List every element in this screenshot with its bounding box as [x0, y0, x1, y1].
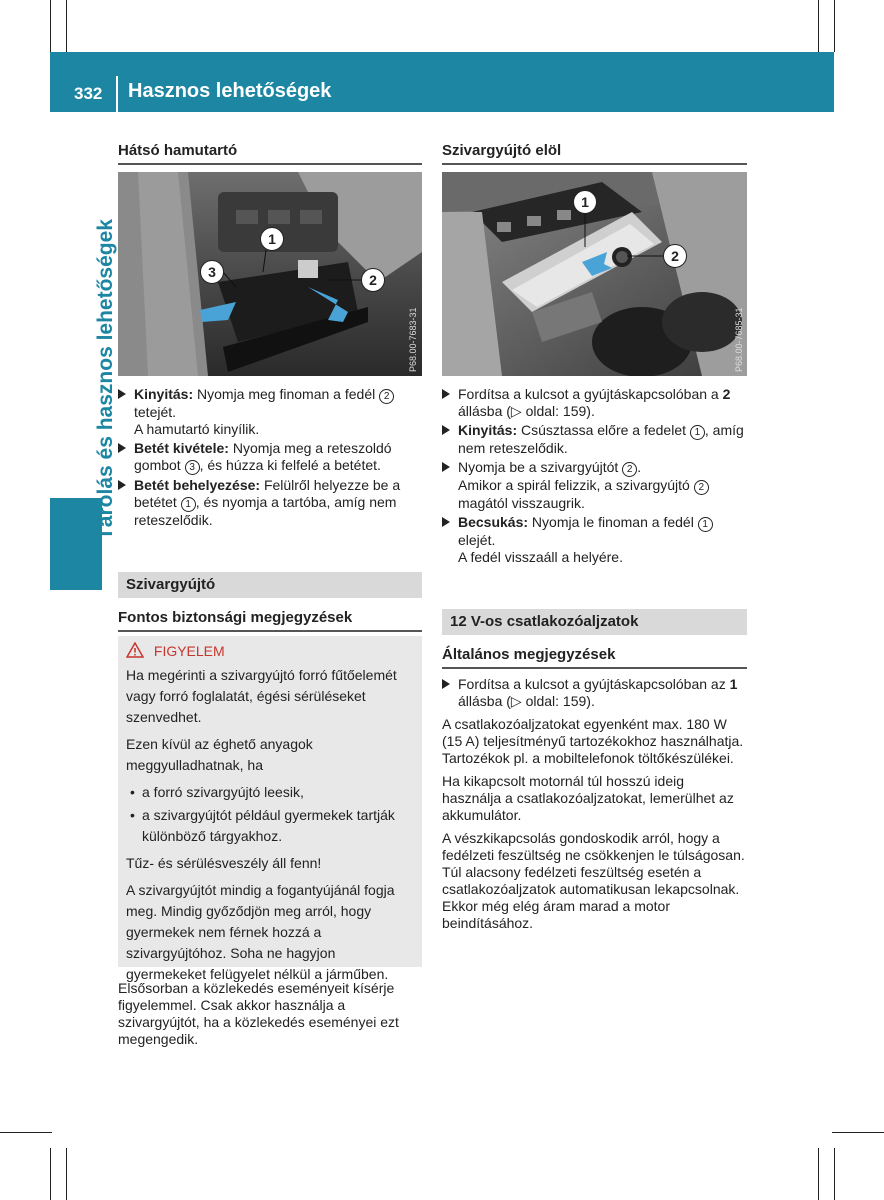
step-text: Csúsztassa előre a fedelet: [517, 422, 690, 438]
arrow-bullet-icon: [118, 480, 126, 490]
crop-mark: [66, 1148, 67, 1200]
step-text: elejét.: [458, 532, 496, 548]
warning-header: [126, 642, 225, 659]
step-text: , és húzza ki felfelé a betétet.: [199, 457, 381, 473]
warning-text: A szivargyújtót mindig a fogantyújánál fogja meg. Mindig győződjön meg arról, hogy gyermekek nem férnek hozzá a szivargyújtóhoz. Soha ne hagyjon gyermekeket felügyelet nélkül a járműben.: [126, 882, 395, 982]
header-divider: [116, 76, 118, 112]
warning-label: FIGYELEM: [153, 643, 225, 659]
crop-mark: [818, 1148, 819, 1200]
paragraph: A csatlakozóaljzatokat egyenként max. 180 W (15 A) teljesítményű tartozékokhoz használhatja. Tartozékok pl. a mobiltelefonok töltőkészülékei.: [442, 716, 744, 766]
step-bold: 1: [729, 676, 738, 692]
ref-number: 1: [698, 517, 713, 532]
ref-number: 2: [622, 462, 637, 477]
warning-text: Ha megérinti a szivargyújtó forró fűtőelemét vagy forró foglalatát, égési sérüléseket szenvedhet.: [126, 667, 397, 725]
step-insert: [118, 477, 422, 529]
crop-mark: [834, 0, 835, 52]
step-text: , és nyomja a tartóba, amíg nem reteszelődik.: [134, 494, 397, 528]
callout-2: 2: [663, 244, 687, 268]
section-rule: [442, 163, 747, 165]
section-rule: [118, 630, 422, 632]
warning-text: Ezen kívül az éghető anyagok meggyulladhatnak, ha: [126, 736, 313, 773]
callout-2: 2: [361, 268, 385, 292]
page-title: Hasznos lehetőségek: [128, 80, 332, 102]
step-result: A hamutartó kinyílik.: [134, 421, 260, 437]
warning-bullet: • a szivargyújtót például gyermekek tartják különböző tárgyakhoz.: [126, 805, 416, 847]
page-number: 332: [74, 84, 103, 103]
section-rule: [442, 667, 747, 669]
callout-3: 3: [200, 260, 224, 284]
sockets-body: [442, 676, 747, 938]
step-ignition: [442, 676, 747, 710]
step-text: Nyomja be a szivargyújtót: [458, 459, 623, 475]
section-title-front-lighter: Szivargyújtó elöl: [442, 142, 562, 159]
arrow-bullet-icon: [118, 443, 126, 453]
rear-ashtray-photo: [118, 172, 422, 376]
arrow-bullet-icon: [442, 462, 450, 472]
photo-code: P68.00-7685-31: [734, 307, 744, 372]
front-lighter-photo: [442, 172, 747, 376]
step-open: [118, 386, 422, 438]
section-title-12v-sockets: 12 V-os csatlakozóaljzatok: [442, 609, 747, 635]
step-result: Amikor a spirál felizzik, a szivargyújtó: [458, 477, 694, 493]
step-ignition: [442, 386, 747, 420]
step-text: Nyomja le finoman a fedél: [528, 514, 698, 530]
photo-code: P68.00-7683-31: [408, 307, 418, 372]
ref-number: 1: [690, 425, 705, 440]
step-text: Nyomja meg a reteszoldó gombot: [134, 440, 392, 473]
step-open: [442, 422, 747, 457]
step-bold: 2: [722, 386, 731, 402]
arrow-bullet-icon: [442, 679, 450, 689]
ref-number: 3: [185, 460, 200, 475]
crop-mark: [834, 1148, 835, 1200]
warning-bullet: • a forró szivargyújtó leesik,: [126, 782, 416, 803]
warning-triangle-icon: [126, 642, 144, 658]
warning-box: [118, 636, 422, 982]
step-text: Felülről helyezze be a betétet: [134, 477, 401, 510]
step-text: állásba (▷ oldal: 159).: [458, 693, 595, 709]
step-result: magától visszaugrik.: [458, 495, 585, 511]
arrow-bullet-icon: [442, 517, 450, 527]
step-label: Kinyitás:: [134, 386, 194, 402]
arrow-bullet-icon: [118, 389, 126, 399]
step-label: Betét kivétele:: [134, 440, 229, 456]
crop-mark: [0, 1132, 52, 1133]
ashtray-steps: [118, 386, 422, 529]
warning-text: Tűz- és sérülésveszély áll fenn!: [126, 855, 322, 871]
subsection-title-safety: Fontos biztonsági megjegyzések: [118, 609, 353, 626]
front-lighter-steps: [442, 386, 747, 566]
step-text: Nyomja meg finoman a fedél: [193, 386, 380, 402]
step-text: Fordítsa a kulcsot a gyújtáskapcsolóban a: [458, 386, 723, 402]
crop-mark: [818, 0, 819, 52]
step-text: , amíg nem reteszelődik.: [458, 422, 744, 456]
ref-number: 2: [694, 480, 709, 495]
step-text: tetejét.: [134, 404, 177, 420]
step-label: Becsukás:: [458, 514, 529, 530]
section-rule: [118, 163, 422, 165]
crop-mark: [50, 0, 51, 52]
step-result: A fedél visszaáll a helyére.: [458, 549, 623, 565]
section-title-rear-ashtray: Hátsó hamutartó: [118, 142, 238, 159]
step-remove-insert: [118, 440, 422, 475]
step-close: [442, 514, 747, 566]
side-tab-label: Tárolás és hasznos lehetőségek: [94, 219, 117, 540]
ref-number: 1: [181, 497, 196, 512]
ref-number: 2: [379, 389, 394, 404]
crop-mark: [832, 1132, 884, 1133]
callout-1: 1: [573, 190, 597, 214]
step-text: Fordítsa a kulcsot a gyújtáskapcsolóban az: [458, 676, 730, 692]
callout-1: 1: [260, 227, 284, 251]
step-label: Betét behelyezése:: [134, 477, 261, 493]
warning-body: [126, 665, 416, 991]
step-text: állásba (▷ oldal: 159).: [458, 403, 595, 419]
crop-mark: [66, 0, 67, 52]
arrow-bullet-icon: [442, 389, 450, 399]
section-title-cigarette-lighter: Szivargyújtó: [118, 572, 422, 598]
paragraph: A vészkikapcsolás gondoskodik arról, hogy a fedélzeti feszültség ne csökkenjen le túlságosan. Túl alacsony fedélzeti feszültség esetén a csatlakozóaljzatok automatikusan lekapcsolnak. Ekkor még elég áram marad a motor beindításához.: [442, 830, 745, 931]
step-label: Kinyitás:: [458, 422, 518, 438]
crop-mark: [50, 1148, 51, 1200]
step-text: .: [637, 459, 642, 475]
arrow-bullet-icon: [442, 425, 450, 435]
after-warning-text: Elsősorban a közlekedés eseményeit kísérje figyelemmel. Csak akkor használja a szivargyújtót, ha a közlekedés eseményei ezt megengedik.: [118, 980, 399, 1047]
subsection-title-general: Általános megjegyzések: [442, 646, 616, 663]
paragraph: Ha kikapcsolt motornál túl hosszú ideig használja a csatlakozóaljzatokat, lemerülhet az akkumulátor.: [442, 773, 734, 823]
step-press: [442, 459, 747, 512]
